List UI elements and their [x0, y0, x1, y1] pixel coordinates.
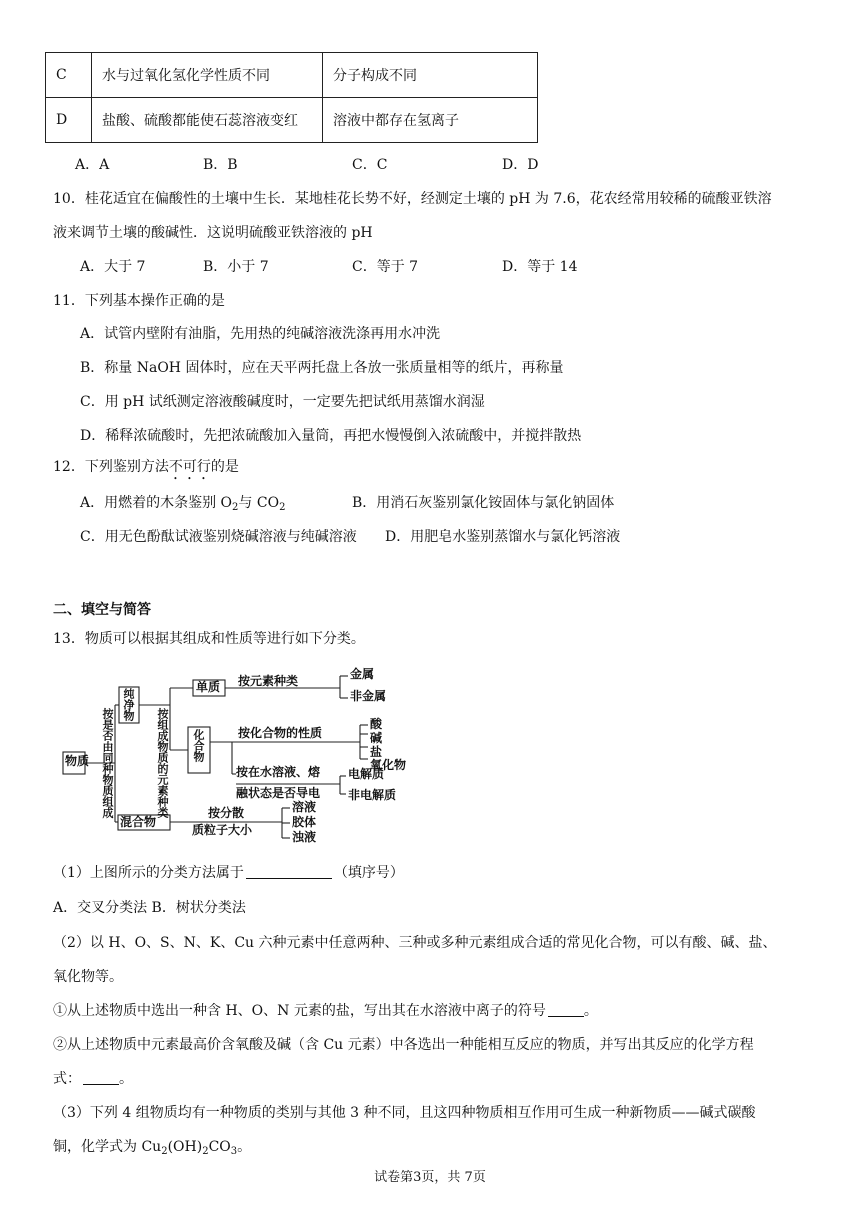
q13-part3-line1: （3）下列 4 组物质均有一种物质的类别与其他 3 种不同，且这四种物质相互作用可生成一种新物质——碱式碳酸 [53, 1105, 756, 1121]
diagram-element-criteria: 按元素种类 [238, 674, 299, 688]
diagram-element: 单质 [196, 680, 221, 694]
q12-option-b: B．用消石灰鉴别氯化铵固体与氯化钠固体 [352, 495, 615, 511]
q13-part2-1-text: ①从上述物质中选出一种含 H、O、N 元素的盐，写出其在水溶液中离子的符号 [53, 1003, 546, 1019]
q10-stem-line2: 液来调节土壤的酸碱性．这说明硫酸亚铁溶液的 pH [53, 225, 373, 241]
q12-option-a-text: 与 CO [238, 495, 280, 511]
diagram-solution: 溶液 [292, 800, 317, 814]
q13-part1-text: （1）上图所示的分类方法属于 [53, 865, 244, 881]
diagram-conduct-criteria-2: 融状态是否导电 [236, 786, 321, 800]
q13-part3-line2 [53, 1136, 251, 1157]
section-title: 二、填空与简答 [53, 602, 151, 618]
q11-option-a: A．试管内壁附有油脂，先用热的纯碱溶液洗涤再用水冲洗 [80, 326, 441, 342]
q13-part2-line1: （2）以 H、O、S、N、K、Cu 六种元素中任意两种、三种或多种元素组成合适的常见化合物，可以有酸、碱、盐、 [53, 935, 777, 951]
diagram-compound: 化合物 [192, 729, 205, 762]
table-row [46, 53, 538, 98]
answer-blank[interactable] [548, 1002, 584, 1017]
table-cell: 水与过氧化氢化学性质不同 [92, 53, 323, 98]
q11-option-c: C．用 pH 试纸测定溶液酸碱度时，一定要先把试纸用蒸馏水润湿 [80, 394, 485, 410]
q10-option-d: D．等于 14 [502, 259, 578, 275]
q12-option-c: C．用无色酚酞试液鉴别烧碱溶液与纯碱溶液 [80, 529, 357, 545]
q12-stem-post: 的是 [210, 459, 239, 475]
diagram-salt: 盐 [370, 745, 383, 759]
answer-blank[interactable] [246, 864, 332, 879]
q13-part2-line2: 氧化物等。 [53, 969, 123, 985]
q13-part3-text: CO [208, 1139, 231, 1155]
page-footer: 试卷第3页，共 7页 [374, 1170, 486, 1185]
diagram-root-criteria: 按是否由同种物质组成 [101, 708, 114, 818]
subscript: 2 [202, 1146, 209, 1157]
answer-table [45, 52, 538, 143]
diagram-mixture-criteria-1: 按分散 [208, 806, 245, 820]
q9-option-c: C．C [352, 157, 388, 173]
q10-option-b: B．小于 7 [203, 259, 269, 275]
diagram-oxide: 氧化物 [370, 758, 407, 772]
diagram-suspension: 浊液 [292, 830, 317, 844]
q11-option-d: D．稀释浓硫酸时，先把浓硫酸加入量筒，再把水慢慢倒入浓硫酸中，并搅拌散热 [80, 428, 582, 444]
q12-option-d: D．用肥皂水鉴别蒸馏水与氯化钙溶液 [385, 529, 621, 545]
q9-option-b: B．B [203, 157, 238, 173]
q9-option-a: A．A [75, 157, 110, 173]
table-row [46, 98, 538, 143]
q13-part1-options: A．交叉分类法 B．树状分类法 [53, 900, 246, 916]
q12-option-a [80, 492, 285, 513]
table-cell: 盐酸、硫酸都能使石蕊溶液变红 [92, 98, 323, 143]
diagram-mixture-criteria-2: 质粒子大小 [192, 823, 253, 837]
q12-stem [53, 456, 239, 483]
q10-option-a: A．大于 7 [80, 259, 146, 275]
q12-stem-pre: 12．下列鉴别方法 [53, 459, 169, 475]
diagram-pure-criteria: 按组成物质的元素种类 [156, 708, 169, 818]
table-cell: 溶液中都存在氢离子 [323, 98, 538, 143]
diagram-metal: 金属 [350, 667, 375, 681]
diagram-electrolyte: 电解质 [348, 767, 385, 781]
table-cell: D [46, 98, 92, 143]
diagram-colloid: 胶体 [292, 815, 317, 829]
diagram-compound-criteria: 按化合物的性质 [238, 726, 323, 740]
q12-stem-emphasis: 不可行 [168, 459, 211, 475]
q12-option-a-text: A．用燃着的木条鉴别 O [80, 495, 233, 511]
q13-stem: 13．物质可以根据其组成和性质等进行如下分类。 [53, 631, 365, 647]
q13-part3-text: (OH) [167, 1139, 203, 1155]
diagram-pure: 纯净物 [122, 688, 135, 721]
diagram-mixture: 混合物 [120, 815, 157, 829]
q9-option-d: D．D [502, 157, 539, 173]
q13-part2-2-text: 式： [53, 1071, 81, 1087]
q13-part2-2-text: 。 [119, 1071, 133, 1087]
subscript: 2 [279, 502, 286, 513]
subscript: 3 [230, 1146, 238, 1157]
table-cell: C [46, 53, 92, 98]
diagram-nonelectrolyte: 非电解质 [348, 788, 397, 802]
q13-part2-2-line2 [53, 1068, 133, 1088]
q10-option-c: C．等于 7 [352, 259, 419, 275]
q13-part2-1-text: 。 [583, 1003, 598, 1019]
q13-part2-1 [53, 1000, 598, 1020]
diagram-nonmetal: 非金属 [350, 689, 387, 703]
subscript: 2 [232, 502, 239, 513]
q13-part1 [53, 862, 404, 882]
classification-diagram [60, 662, 440, 844]
subscript: 2 [161, 1146, 168, 1157]
q13-part2-2-line1: ②从上述物质中元素最高价含氧酸及碱（含 Cu 元素）中各选出一种能相互反应的物质，并写出其反应的化学方程 [53, 1037, 754, 1053]
diagram-base: 碱 [370, 731, 383, 745]
q10-stem-line1: 10．桂花适宜在偏酸性的土壤中生长．某地桂花长势不好，经测定土壤的 pH 为 7.6，花农经常用较稀的硫酸亚铁溶 [53, 191, 772, 207]
diagram-root: 物质 [65, 754, 90, 768]
q13-part3-text: 。 [237, 1139, 252, 1155]
q11-stem: 11．下列基本操作正确的是 [53, 293, 225, 309]
diagram-conduct-criteria-1: 按在水溶液、熔 [236, 765, 321, 779]
q11-option-b: B．称量 NaOH 固体时，应在天平两托盘上各放一张质量相等的纸片，再称量 [80, 360, 564, 376]
diagram-acid: 酸 [370, 717, 383, 731]
q13-part3-text: 铜，化学式为 Cu [53, 1139, 162, 1155]
q13-part1-text: （填序号） [333, 865, 404, 881]
table-cell: 分子构成不同 [323, 53, 538, 98]
answer-blank[interactable] [83, 1070, 119, 1085]
